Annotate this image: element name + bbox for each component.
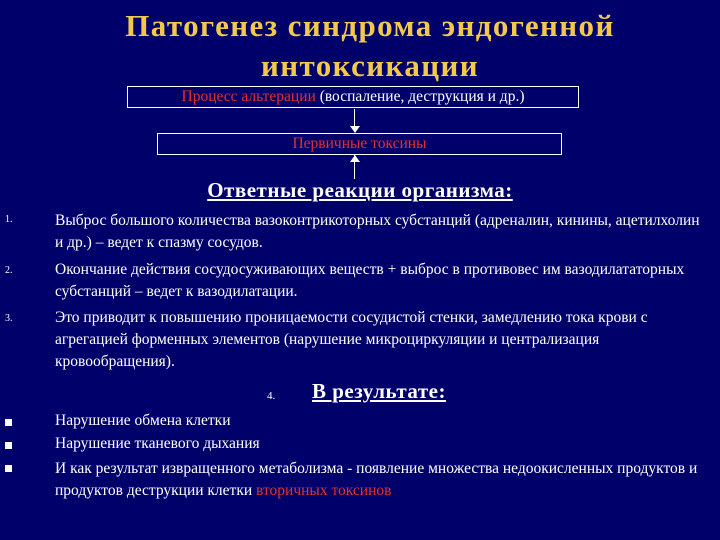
list-number: 1. [5, 214, 13, 225]
arrow-down-line [354, 109, 355, 127]
bullet-item: Нарушение тканевого дыхания [55, 435, 260, 452]
arrow-up-line [354, 155, 355, 179]
secondary-toxins-highlight: вторичных токсинов [256, 482, 392, 499]
list-number: 2. [5, 265, 13, 276]
bullet-item: Нарушение обмена клетки [55, 412, 231, 429]
list-item: Это приводит к повышению проницаемости сосудистой стенки, замедлению тока крови с агрегацией форменных элементов (нарушение микроциркуляции и централизация кровообращения). [55, 309, 648, 370]
list-item: Выброс большого количества вазоконтрикоторных субстанций (адреналин, кинины, ацетилхолин и др.) – ведет к спазму сосудов. [55, 212, 700, 251]
slide-title: Патогенез синдрома эндогенной интоксикации [125, 8, 615, 83]
list-item: Окончание действия сосудосуживающих веществ + выброс в противовес им вазодилататорных субстанций – ведет к вазодилатации. [55, 261, 685, 300]
alteration-box [127, 86, 579, 108]
list-number: 3. [5, 313, 13, 324]
alteration-label: Процесс альтерации [181, 88, 316, 105]
primary-toxins-box: Первичные токсины [157, 133, 562, 155]
arrow-up-icon [350, 155, 360, 162]
result-heading: В результате: [312, 379, 446, 403]
bullet-icon [5, 419, 12, 426]
alteration-detail: (воспаление, деструкция и др.) [315, 88, 525, 105]
bullet-item-last [55, 458, 705, 502]
arrow-down-icon [350, 126, 360, 133]
result-number: 4. [267, 390, 276, 402]
bullet-icon [5, 465, 12, 472]
bullet-icon [5, 442, 12, 449]
bullet-text: И как результат извращенного метаболизма - появление множества недоокисленных продуктов и продуктов деструкции клетки [55, 460, 698, 499]
responses-heading: Ответные реакции организма: [207, 178, 513, 202]
